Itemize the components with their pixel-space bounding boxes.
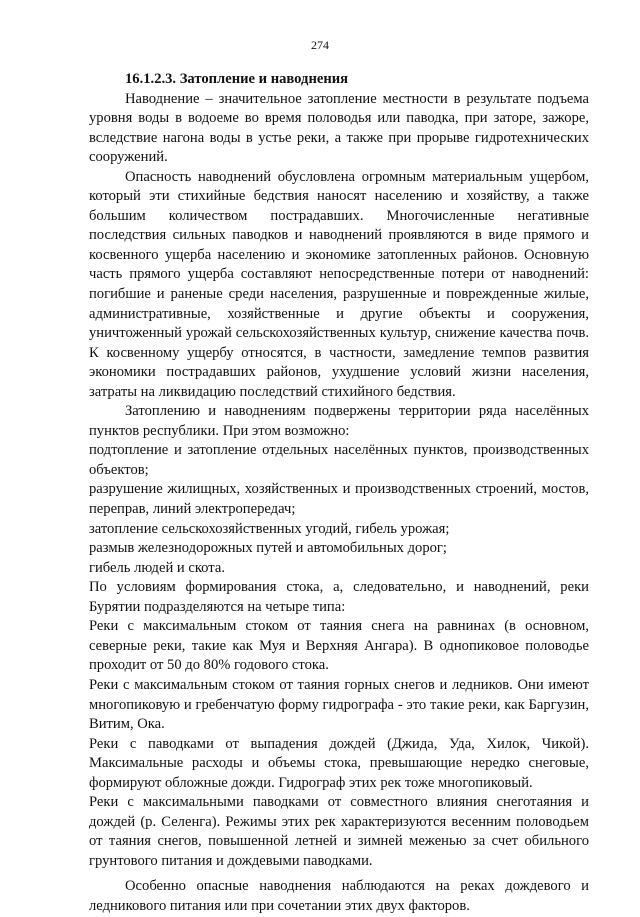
page-number: 274 — [311, 38, 329, 52]
paragraph-territories: Затоплению и наводнениям подвержены территории ряда населённых пунктов республики. При этом возможно: — [89, 403, 589, 439]
river-type-item: Реки с максимальными паводками от совместного влияния снеготаяния и дождей (р. Селенга). Режимы этих рек характеризуются весенним половодьем от таяния снегов, повышенной летней и зимней меженью за счет обильного грунтового питания и дождевыми паводками. — [89, 794, 589, 869]
paragraph-definition: Наводнение – значительное затопление местности в результате подъема уровня воды в водоеме во время половодья или паводка, при заторе, зажоре, вследствие нагона воды в устье реки, а также при прорыве гидротехнических сооружений. — [89, 90, 589, 166]
river-type-item: Реки с максимальным стоком от таяния горных снегов и ледников. Они имеют многопиковую и гребенчатую форму гидрографа - это такие реки, как Баргузин, Витим, Ока. — [89, 676, 589, 733]
consequence-item: затопление сельскохозяйственных угодий, гибель урожая; — [89, 520, 450, 537]
consequence-item: размыв железнодорожных путей и автомобильных дорог; — [89, 540, 447, 557]
river-type-item: Реки с паводками от выпадения дождей (Джида, Уда, Хилок, Чикой). Максимальные расходы и объемы стока, превышающие нередко снеговые, формируют обложные дожди. Гидрограф этих рек тоже многопиковый. — [89, 735, 589, 791]
section-title: 16.1.2.3. Затопление и наводнения — [125, 71, 349, 87]
consequence-item: подтопление и затопление отдельных населённых пунктов, производственных объектов; — [89, 442, 589, 478]
consequence-item: гибель людей и скота. — [89, 559, 225, 576]
river-type-item: Реки с максимальным стоком от таяния снега на равнинах (в основном, северные реки, такие как Муя и Верхняя Ангара). В однопиковое половодье проходит от 50 до 80% годового стока. — [89, 618, 589, 674]
paragraph-damage: Опасность наводнений обусловлена огромным материальным ущербом, который эти стихийные бедствия наносят населению и хозяйству, а также большим количеством пострадавших. Многочисленные негативные последствия сильных паводков и наводнений проявляются в виде прямого и косвенного ущерба населению и экономике затопленных районов. Основную часть прямого ущерба составляют непосредственные потери от наводнений: погибшие и раненые среди населения, разрушенные и поврежденные жилые, административные, хозяйственные и другие объекты и сооружения, уничтоженный урожай сельскохозяйственных культур, снижение качества почв. К косвенному ущербу относятся, в частности, замедление темпов развития экономики пострадавших районов, ухудшение условий жизни населения, затраты на ликвидацию последствий стихийного бедствия. — [89, 168, 589, 400]
river-types-intro: По условиям формирования стока, а, следовательно, и наводнений, реки Бурятии подразделяются на четыре типа: — [89, 579, 589, 615]
conclusion-paragraph: Особенно опасные наводнения наблюдаются на реках дождевого и ледникового питания или при сочетании этих двух факторов. — [89, 878, 589, 914]
body-text — [89, 70, 589, 917]
consequence-item: разрушение жилищных, хозяйственных и производственных строений, мостов, переправ, линий электропередач; — [89, 481, 589, 518]
